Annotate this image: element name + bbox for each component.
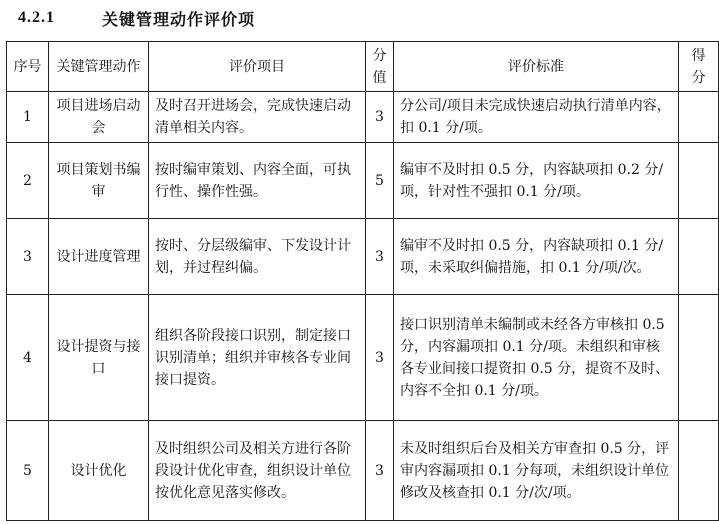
row-item: 及时组织公司及相关方进行各阶段设计优化审查，组织设计单位按优化意见落实修改。 [149, 421, 366, 521]
row-standard: 编审不及时扣 0.5 分，内容缺项扣 0.1 分/项，未采取纠偏措施，扣 0.1 分/项/次。 [394, 219, 679, 295]
table-row [7, 143, 719, 219]
row-score: 3 [366, 219, 394, 295]
row-seq: 4 [7, 295, 49, 421]
row-got [679, 143, 719, 219]
header-item: 评价项目 [149, 42, 366, 92]
row-standard: 编审不及时扣 0.5 分，内容缺项扣 0.2 分/项，针对性不强扣 0.1 分/项。 [394, 143, 679, 219]
row-action: 设计进度管理 [49, 219, 149, 295]
row-item: 组织各阶段接口识别，制定接口识别清单；组织并审核各专业间接口提资。 [149, 295, 366, 421]
section-heading [18, 6, 255, 30]
row-action: 项目进场启动会 [49, 92, 149, 143]
row-seq: 5 [7, 421, 49, 521]
table-row [7, 92, 719, 143]
row-standard: 分公司/项目未完成快速启动执行清单内容，扣 0.1 分/项。 [394, 92, 679, 143]
row-action: 设计优化 [49, 421, 149, 521]
section-number: 4.2.1 [18, 9, 55, 26]
row-got [679, 219, 719, 295]
row-action: 项目策划书编审 [49, 143, 149, 219]
row-score: 3 [366, 421, 394, 521]
table-row [7, 421, 719, 521]
row-item: 按时、分层级编审、下发设计计划，并过程纠偏。 [149, 219, 366, 295]
row-got [679, 92, 719, 143]
section-title: 关键管理动作评价项 [102, 11, 256, 29]
header-standard: 评价标准 [394, 42, 679, 92]
evaluation-table [6, 41, 719, 521]
row-score: 3 [366, 295, 394, 421]
row-seq: 1 [7, 92, 49, 143]
table-row [7, 295, 719, 421]
row-standard: 未及时组织后台及相关方审查扣 0.5 分，评审内容漏项扣 0.1 分每项，未组织设计单位修改及核查扣 0.1 分/次/项。 [394, 421, 679, 521]
row-action: 设计提资与接口 [49, 295, 149, 421]
header-got: 得分 [679, 42, 719, 92]
row-score: 5 [366, 143, 394, 219]
header-seq: 序号 [7, 42, 49, 92]
row-seq: 2 [7, 143, 49, 219]
row-got [679, 295, 719, 421]
row-score: 3 [366, 92, 394, 143]
header-action: 关键管理动作 [49, 42, 149, 92]
row-item: 及时召开进场会，完成快速启动清单相关内容。 [149, 92, 366, 143]
row-seq: 3 [7, 219, 49, 295]
row-standard: 接口识别清单未编制或未经各方审核扣 0.5 分，内容漏项扣 0.1 分/项。未组织和审核各专业间接口提资扣 0.5 分，提资不及时、内容不全扣 0.1 分/项。 [394, 295, 679, 421]
table-row [7, 219, 719, 295]
table-header-row [7, 42, 719, 92]
row-got [679, 421, 719, 521]
header-score: 分值 [366, 42, 394, 92]
row-item: 按时编审策划、内容全面，可执行性、操作性强。 [149, 143, 366, 219]
